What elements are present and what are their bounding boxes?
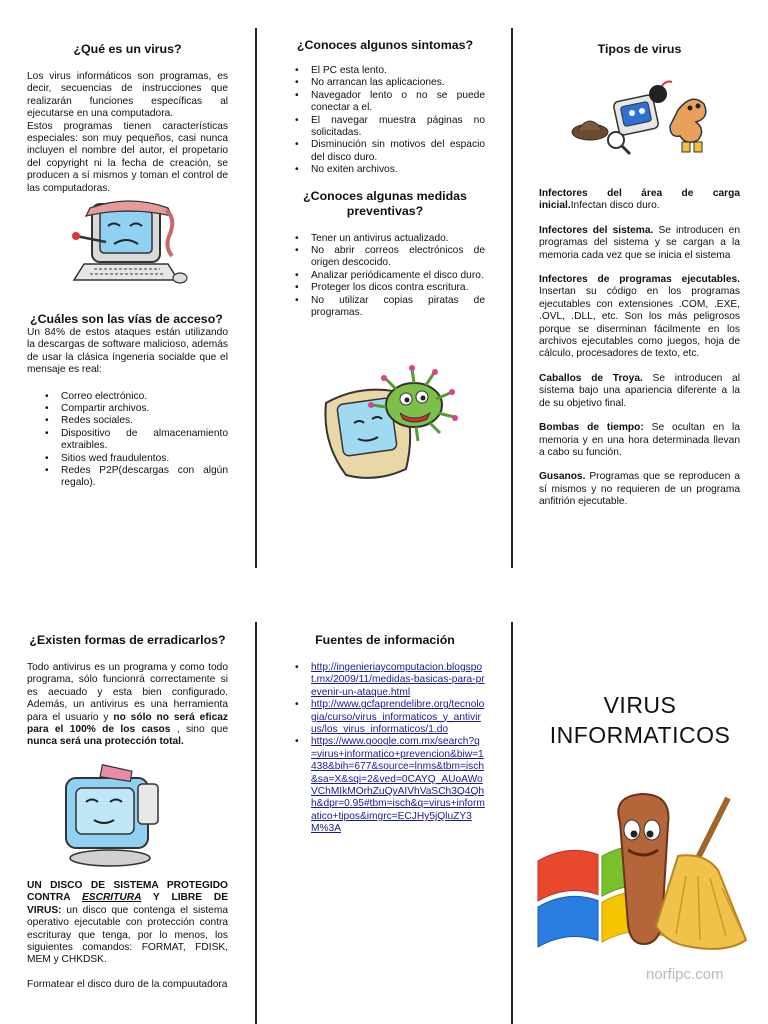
panel-vias-de-acceso bbox=[27, 312, 228, 490]
panel4-text: un disco que contenga el sistema operativo ejecutable con protección contra escrituray que tenga, por lo menos, los siguientes comandos: FORMAT, FDISK, MEM y CHKDSK. bbox=[27, 904, 228, 966]
panel1-paragraph-3: Un 84% de estos ataques están utilizando la descargas de software malicioso, además de usar la clásica íngeneria socialde que el mensaje es real: bbox=[27, 327, 228, 376]
virus-type-term: Infectores del sistema. bbox=[539, 224, 654, 236]
divider-top-left bbox=[255, 28, 257, 568]
virus-type-term: Gusanos. bbox=[539, 471, 586, 483]
virus-type-desc: Infectan disco duro. bbox=[570, 200, 660, 212]
panel4-bold-text: Y LIBRE DE VIRUS: bbox=[27, 892, 228, 916]
cover-title bbox=[520, 690, 760, 750]
panel-que-es-un-virus bbox=[27, 42, 228, 195]
panel4-title: ¿Existen formas de erradicarlos? bbox=[29, 633, 226, 647]
list-item: • Analizar periódicamente el disco duro. bbox=[289, 270, 485, 282]
virus-type-item bbox=[539, 188, 740, 213]
list-item: • El navegar muestra páginas no solicitadas. bbox=[289, 115, 485, 140]
list-item: • El PC esta lento. bbox=[289, 65, 485, 77]
worm-and-broom-illustration bbox=[528, 792, 748, 964]
list-item: • No abrir correos electrónicos de origen descocido. bbox=[289, 245, 485, 270]
panel3-title: Tipos de virus bbox=[597, 42, 682, 56]
panel4-bold-text: nunca será una protección total. bbox=[27, 736, 184, 748]
virus-type-item bbox=[539, 274, 740, 361]
cover-title-line-1: VIRUS bbox=[603, 692, 677, 718]
panel-tipos-de-virus bbox=[539, 42, 740, 57]
source-link[interactable]: http://www.gcfaprendelibre.org/tecnologia/curso/virus_informaticos_y_antivirus/los_virus_informaticos/1.do bbox=[311, 699, 485, 736]
divider-top-right bbox=[511, 28, 513, 568]
virus-type-item bbox=[539, 471, 740, 508]
panel5-title: Fuentes de información bbox=[315, 633, 455, 647]
divider-bottom-left bbox=[255, 622, 257, 1024]
panel2-title-2: ¿Conoces algunas medidas preventivas? bbox=[303, 188, 467, 218]
cover-title-line-2: INFORMATICOS bbox=[549, 722, 731, 748]
divider-bottom-right bbox=[511, 622, 513, 1024]
virus-type-item bbox=[539, 373, 740, 410]
access-routes-list bbox=[27, 391, 228, 490]
list-item: • Redes P2P(descargas con algún regalo). bbox=[39, 465, 228, 490]
panel-erradicarlos bbox=[27, 633, 228, 749]
virus-type-desc: Programas que se reproducen a sí mismos y no requieren de un programa anfitrión ejecutable. bbox=[539, 471, 740, 508]
virus-types-illustration bbox=[570, 80, 710, 160]
sources-list bbox=[285, 662, 485, 836]
list-item bbox=[289, 699, 485, 736]
cured-computer-illustration bbox=[50, 764, 170, 868]
source-link[interactable]: https://www.google.com.mx/search?q=virus+informatico+prevencion&biw=1438&bih=677&source=lnms&tbm=isch&sa=X&sqi=2&ved=0CAYQ_AUoAWoVChMIkMOrhZuQyAIVhVaSCh3Q4Qhh&dpr=0.95#tbm=isch&q=virus+informatico+tipos&imgrc=ECJHy5jQluZY3M%3A bbox=[311, 736, 485, 835]
panel1-paragraph-2: Estos programas tienen características especiales: son muy pequeños, casi nunca incluyen el nombre del autor, el propetario del copyright ni la fecha de creación, se producen a sí mismos y toman el control de las computadoras. bbox=[27, 120, 228, 194]
panel2-title: ¿Conoces algunos sintomas? bbox=[296, 38, 474, 52]
panel4-paragraph-1 bbox=[27, 662, 228, 749]
panel4-paragraph-2 bbox=[27, 880, 228, 967]
virus-type-term: Infectores de programas ejecutables. bbox=[539, 274, 740, 286]
sick-computer-illustration bbox=[70, 198, 190, 290]
list-item bbox=[289, 662, 485, 699]
virus-type-term: Infectores del área de carga inicial. bbox=[539, 188, 740, 212]
panel1-paragraph-1: Los virus informáticos son programas, es decir, secuencias de instrucciones que realizarán funciones específicas al ejecutarse en una computadora. bbox=[27, 71, 228, 120]
panel-sintomas bbox=[285, 38, 485, 320]
panel1-title: ¿Qué es un virus? bbox=[73, 42, 182, 56]
list-item: • Tener un antivirus actualizado. bbox=[289, 233, 485, 245]
panel4-bold-text: no sólo no será eficaz para el 100% de los casos bbox=[27, 711, 228, 736]
prevention-list bbox=[285, 233, 485, 320]
list-item: • Redes sociales. bbox=[39, 415, 228, 427]
list-item: • Compartir archivos. bbox=[39, 403, 228, 415]
panel4-text: , sino que bbox=[170, 724, 228, 736]
list-item: • No utilizar copias piratas de programas. bbox=[289, 295, 485, 320]
watermark: norfipc.com bbox=[646, 966, 724, 983]
list-item: • No arrancan las aplicaciones. bbox=[289, 77, 485, 89]
list-item bbox=[289, 736, 485, 835]
list-item: • No exiten archivos. bbox=[289, 164, 485, 176]
panel-fuentes bbox=[285, 633, 485, 836]
panel4-paragraph-3: Formatear el disco duro de la compuutadora bbox=[27, 978, 228, 990]
source-link[interactable]: http://ingenieriaycomputacion.blogspot.mx/2009/11/medidas-basicas-para-prevenir-un-ataque.html bbox=[311, 662, 485, 698]
symptoms-list bbox=[285, 65, 485, 177]
virus-attacking-computer-illustration bbox=[316, 363, 466, 483]
virus-type-desc: Se ocultan en la memoria y en una hora determinada llevan a cabo su función. bbox=[539, 422, 740, 458]
virus-type-term: Caballos de Troya. bbox=[539, 372, 643, 384]
list-item: • Navegador lento o no se puede conectar a el. bbox=[289, 90, 485, 115]
list-item: • Dispositivo de almacenamiento extraibles. bbox=[39, 428, 228, 453]
list-item: • Proteger los dicos contra escritura. bbox=[289, 282, 485, 294]
virus-type-desc: Se introducen al sistema bajo una apariencia diferente a la de su objetivo final. bbox=[539, 372, 740, 409]
list-item: • Correo electrónico. bbox=[39, 391, 228, 403]
virus-type-desc: Insertan su código en los programas ejecutables con extensiones .COM, .EXE, .OVL, .DLL, etc. Son los más peligrosos porque se diserminan fácilmente en los archivos ejecutables como juegos, hoja de cálculo, procesadores de texto, etc. bbox=[539, 286, 740, 360]
virus-type-desc: Se introducen en programas del sistema y se cargan a la memoria cada vez que se inicia el sistema bbox=[539, 224, 740, 261]
list-item: • Sitios wed fraudulentos. bbox=[39, 453, 228, 465]
virus-type-item bbox=[539, 225, 740, 262]
panel4-text: Todo antivirus es un programa y como todo programa, sólo funcionrá correctamente si es aecuado y esta bien configurado. Además, un antivirus es una herramienta para el usuario y bbox=[27, 662, 228, 723]
panel1-title-2: ¿Cuáles son las vías de acceso? bbox=[30, 312, 223, 326]
virus-type-term: Bombas de tiempo: bbox=[539, 422, 644, 434]
list-item: • Disminución sin motivos del espacio del disco duro. bbox=[289, 139, 485, 164]
virus-types-list bbox=[539, 188, 740, 509]
panel4-bold-underlined-text: ESCRITURA bbox=[82, 892, 142, 904]
panel-disco-sistema bbox=[27, 880, 228, 991]
virus-type-item bbox=[539, 422, 740, 459]
panel4-bold-text: UN DISCO DE SISTEMA PROTEGIDO CONTRA bbox=[27, 880, 228, 904]
